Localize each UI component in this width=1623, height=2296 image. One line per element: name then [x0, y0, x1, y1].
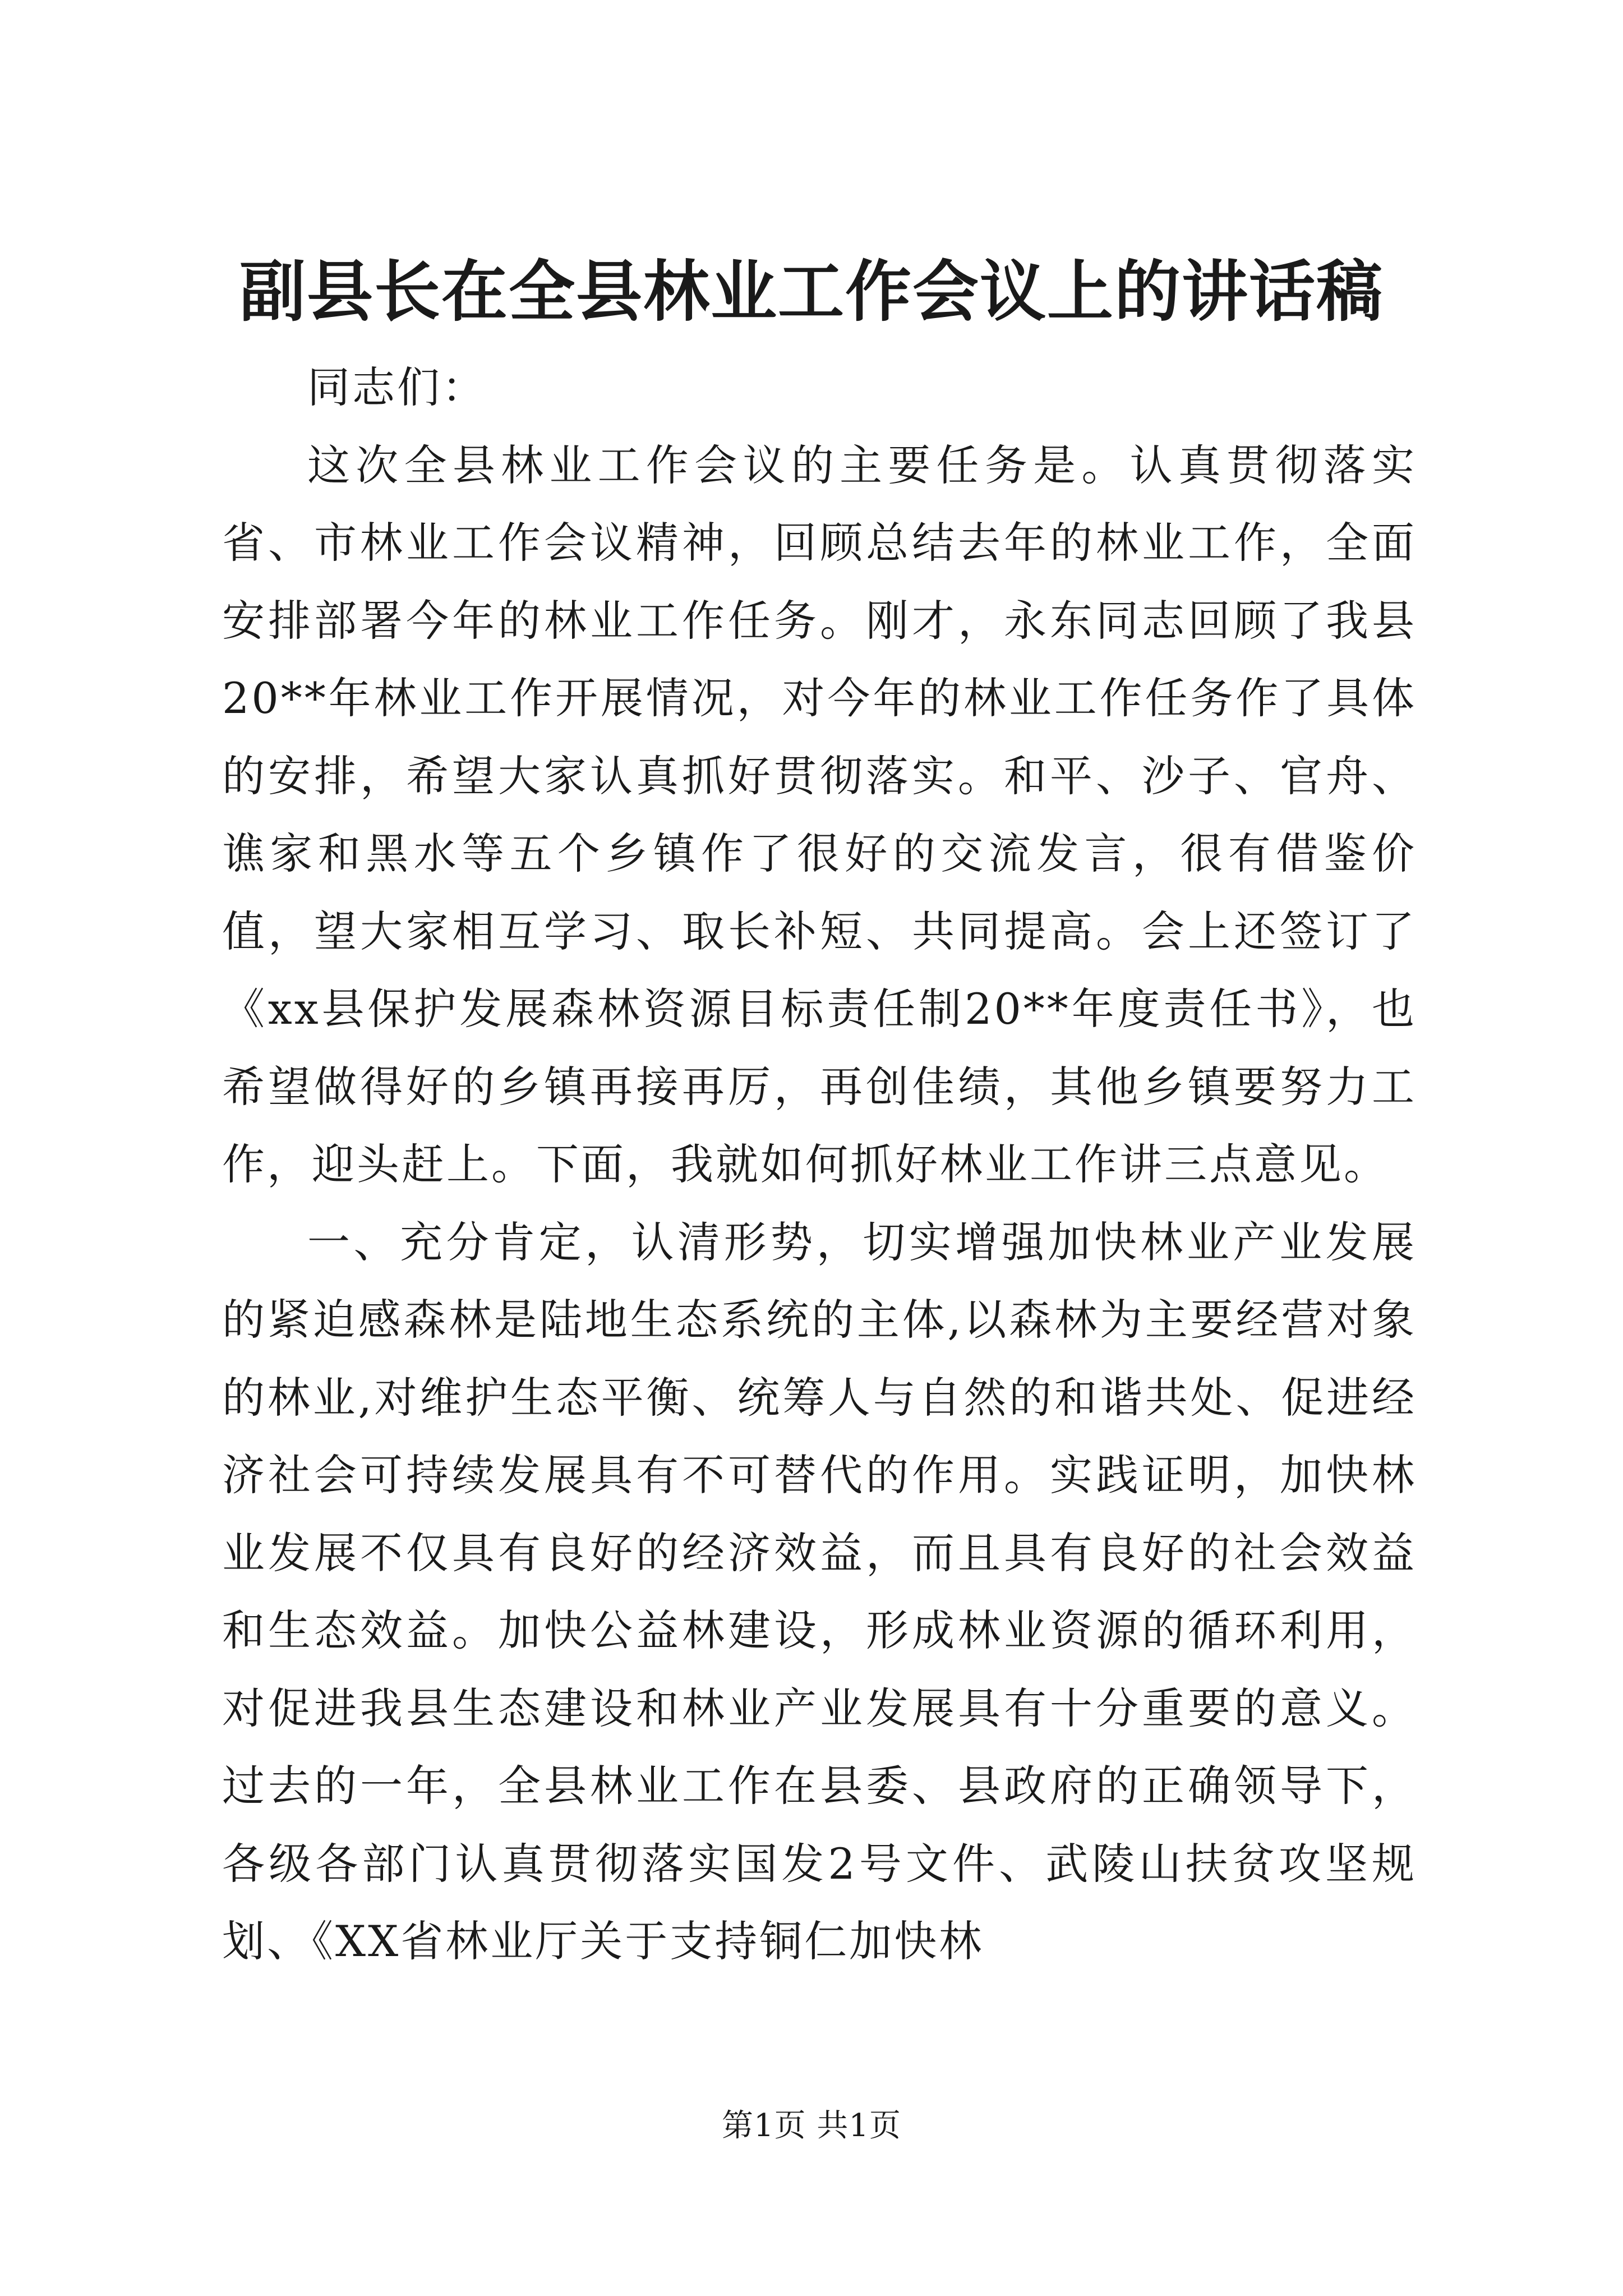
salutation: 同志们： — [307, 362, 487, 412]
document-body — [222, 349, 1417, 1981]
paragraph-section-one: 一、充分肯定，认清形势，切实增强加快林业产业发展的紧迫感森林是陆地生态系统的主体,以森林为主要经营对象的林业,对维护生态平衡、统筹人与自然的和谐共处、促进经济社会可持续发展具有不可替代的作用。实践证明，加快林业发展不仅具有良好的经济效益，而且具有良好的社会效益和生态效益。加快公益林建设，形成林业资源的循环利用，对促进我县生态建设和林业产业发展具有十分重要的意义。过去的一年，全县林业工作在县委、县政府的正确领导下，各级各部门认真贯彻落实国发2号文件、武陵山扶贫攻坚规划、《XX省林业厅关于支持铜仁加快林 — [222, 1217, 1417, 1966]
document-title: 副县长在全县林业工作会议上的讲话稿 — [239, 252, 1384, 330]
paragraph-intro: 这次全县林业工作会议的主要任务是。认真贯彻落实省、市林业工作会议精神，回顾总结去年的林业工作，全面安排部署今年的林业工作任务。刚才，永东同志回顾了我县20**年林业工作开展情况，对今年的林业工作任务作了具体的安排，希望大家认真抓好贯彻落实。和平、沙子、官舟、谯家和黑水等五个乡镇作了很好的交流发言，很有借鉴价值，望大家相互学习、取长补短、共同提高。会上还签订了《xx县保护发展森林资源目标责任制20**年度责任书》，也希望做得好的乡镇再接再厉，再创佳绩，其他乡镇要努力工作，迎头赶上。下面，我就如何抓好林业工作讲三点意见。 — [222, 440, 1417, 1189]
page-footer: 第1页 共1页 — [721, 2108, 902, 2144]
